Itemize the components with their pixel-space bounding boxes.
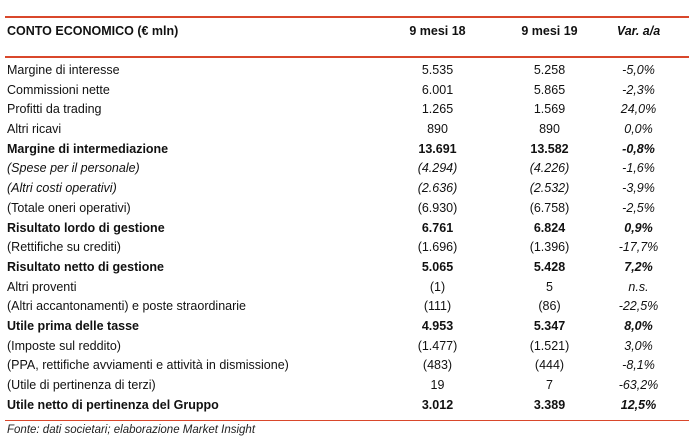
row-label: Risultato netto di gestione (7, 259, 164, 274)
row-variation: 0,9% (624, 220, 653, 235)
table-row (5, 219, 689, 239)
row-value-9m18: 6.761 (421, 220, 454, 235)
row-label: (Altri costi operativi) (7, 181, 117, 196)
table-row (5, 376, 689, 396)
row-label: Utile netto di pertinenza del Gruppo (7, 397, 219, 412)
row-value-9m19: 5.347 (533, 318, 566, 333)
header-col-9m19: 9 mesi 19 (521, 24, 578, 38)
row-variation: 8,0% (624, 318, 653, 333)
table-row (5, 396, 689, 416)
table-row (5, 297, 689, 317)
row-variation: 24,0% (620, 102, 657, 117)
row-variation: -5,0% (622, 63, 655, 77)
row-value-9m19: 6.824 (533, 220, 566, 235)
row-value-9m19: (86) (538, 299, 561, 314)
table-row (5, 317, 689, 337)
row-label: (Altri accantonamenti) e poste straordinarie (7, 299, 247, 314)
row-variation: 0,0% (624, 122, 653, 137)
source-note: Fonte: dati societari; elaborazione Market Insight (7, 424, 256, 436)
row-value-9m18: (6.930) (417, 200, 458, 215)
row-variation: -1,6% (622, 161, 655, 176)
row-variation: -17,7% (618, 240, 659, 255)
row-variation: -2,5% (622, 200, 655, 215)
row-value-9m18: 6.001 (421, 82, 454, 97)
table-row (5, 100, 689, 120)
row-value-9m19: 13.582 (530, 141, 569, 156)
header-col-var: Var. a/a (616, 24, 661, 38)
row-value-9m18: (2.636) (417, 181, 458, 196)
table-header (5, 22, 689, 42)
table-row (5, 159, 689, 179)
row-value-9m19: 5.865 (533, 82, 566, 97)
row-label: Utile prima delle tasse (7, 318, 140, 333)
row-value-9m19: 7 (546, 378, 553, 392)
row-value-9m18: (1) (429, 279, 446, 294)
row-label: (Spese per il personale) (7, 161, 140, 176)
row-variation: 3,0% (624, 338, 653, 353)
table-row (5, 258, 689, 278)
row-value-9m18: 4.953 (421, 318, 454, 333)
table-row (5, 61, 689, 81)
row-variation: 7,2% (624, 259, 653, 274)
table-row (5, 120, 689, 140)
row-value-9m19: (4.226) (529, 161, 570, 176)
row-value-9m18: (483) (422, 358, 453, 373)
row-value-9m18: (1.477) (417, 338, 458, 353)
row-value-9m18: 5.065 (421, 259, 454, 274)
row-value-9m18: (111) (423, 299, 452, 314)
row-value-9m19: 1.569 (533, 102, 566, 117)
table-row (5, 81, 689, 101)
table-row (5, 140, 689, 160)
row-label: (Utile di pertinenza di terzi) (7, 378, 156, 392)
row-label: Commissioni nette (7, 82, 110, 97)
row-variation: n.s. (628, 279, 649, 294)
table-row (5, 278, 689, 298)
row-label: (Rettifiche su crediti) (7, 240, 121, 255)
row-value-9m19: (1.396) (529, 240, 570, 255)
row-value-9m19: (2.532) (529, 181, 570, 196)
top-rule (5, 16, 689, 18)
row-variation: -3,9% (622, 181, 655, 196)
table-row (5, 199, 689, 219)
row-label: (Totale oneri operativi) (7, 200, 131, 215)
row-value-9m18: 19 (430, 378, 445, 392)
header-rule (5, 56, 689, 58)
table-row (5, 337, 689, 357)
table-row (5, 356, 689, 376)
row-value-9m19: 5.428 (533, 259, 566, 274)
row-value-9m19: (6.758) (529, 200, 570, 215)
row-value-9m18: (1.696) (417, 240, 458, 255)
row-value-9m18: (4.294) (417, 161, 458, 176)
row-label: Margine di intermediazione (7, 141, 169, 156)
header-title: CONTO ECONOMICO (€ mln) (7, 24, 179, 38)
row-label: Altri ricavi (7, 122, 62, 137)
row-value-9m18: 5.535 (421, 63, 454, 77)
income-statement-table (5, 61, 689, 415)
row-value-9m19: (1.521) (529, 338, 570, 353)
row-label: (Imposte sul reddito) (7, 338, 121, 353)
row-label: Altri proventi (7, 279, 77, 294)
row-label: Risultato lordo di gestione (7, 220, 165, 235)
row-value-9m19: 890 (539, 122, 560, 137)
row-value-9m18: 13.691 (418, 141, 457, 156)
row-value-9m19: 3.389 (533, 397, 566, 412)
row-value-9m19: 5.258 (533, 63, 566, 77)
row-label: (PPA, rettifiche avviamenti e attività in dismissione) (7, 358, 289, 373)
row-value-9m19: (444) (534, 358, 565, 373)
table-row (5, 238, 689, 258)
bottom-rule (5, 420, 689, 421)
row-variation: -2,3% (622, 82, 655, 97)
row-variation: -0,8% (622, 141, 655, 156)
row-variation: -63,2% (618, 378, 659, 392)
row-label: Profitti da trading (7, 102, 102, 117)
row-variation: 12,5% (620, 397, 657, 412)
row-label: Margine di interesse (7, 63, 120, 77)
row-variation: -22,5% (618, 299, 659, 314)
row-variation: -8,1% (622, 358, 655, 373)
row-value-9m19: 5 (546, 279, 553, 294)
row-value-9m18: 3.012 (421, 397, 454, 412)
header-col-9m18: 9 mesi 18 (409, 24, 466, 38)
row-value-9m18: 1.265 (421, 102, 454, 117)
row-value-9m18: 890 (427, 122, 448, 137)
table-row (5, 179, 689, 199)
